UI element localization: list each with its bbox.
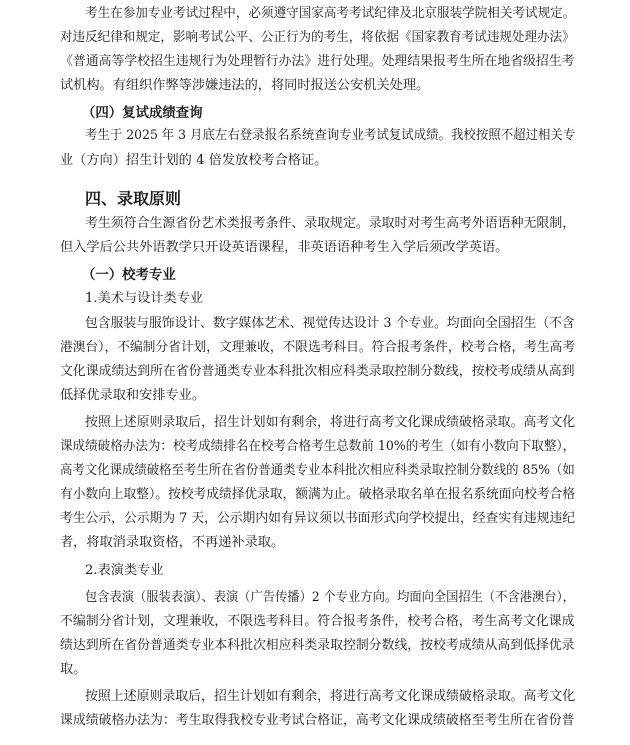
text-line: 1.美术与设计类专业 <box>85 291 204 306</box>
text-line: 对违反纪律和规定，影响考试公平、公正行为的考生，将依据《国家教育考试违规处理办法》 <box>60 30 575 45</box>
text-line: 高考文化课成绩破格至考生所在省份普通类专业本科批次相应科类录取控制分数线的 85%（如 <box>60 463 575 478</box>
text-line: 包含服装与服饰设计、数字媒体艺术、视觉传达设计 3 个专业。均面向全国招生（不含 <box>85 316 575 331</box>
text-line: 有小数向上取整）。按校考成绩择优录取，额满为止。破格录取名单在报名系统面向校考合格 <box>60 487 576 502</box>
text-line: 低择优录取和安排专业。 <box>60 388 206 403</box>
text-line: 考生于 2025 年 3 月底左右登录报名系统查询专业考试复试成绩。我校按照不超过相关专 <box>85 128 576 143</box>
text-line: 按照上述原则录取后，招生计划如有剩余，将进行高考文化课成绩破格录取。高考文化 <box>85 415 576 430</box>
text-line: 取。 <box>60 662 87 677</box>
text-line: 绩达到所在省份普通类专业本科批次相应科类录取控制分数线，按校考成绩从高到低择优录 <box>60 638 575 653</box>
text-line: 课成绩破格办法为：校考成绩排名在校考合格考生总数前 10%的考生（如有小数向下取整）， <box>60 439 576 454</box>
text-line: 包含表演（服装表演）、表演（广告传播）2 个专业方向。均面向全国招生（不含港澳台）， <box>85 590 575 605</box>
text-line: 港澳台），不编制分省计划，文理兼收，不限选考科目。符合报考条件，校考合格，考生高考 <box>60 340 576 355</box>
text-line: 者，将取消录取资格，不再递补录取。 <box>60 535 285 550</box>
section-heading: 四、录取原则 <box>85 189 182 208</box>
text-line: 2.表演类专业 <box>85 563 164 578</box>
text-line: 考生须符合生源省份艺术类报考条件、录取规定。录取时对考生高考外语语种无限制， <box>85 216 576 231</box>
section-subheading: （一）校考专业 <box>82 268 176 283</box>
text-line: 考生在参加专业考试过程中，必须遵守国家高考考试纪律及北京服装学院相关考试规定。 <box>85 6 576 21</box>
text-line: 按照上述原则录取后，招生计划如有剩余，将进行高考文化课成绩破格录取。高考文化 <box>85 689 576 704</box>
text-line: 业（方向）招生计划的 4 倍发放校考合格证。 <box>60 153 328 168</box>
text-line: 不编制分省计划，文理兼收，不限选考科目。符合报考条件，校考合格，考生高考文化课成 <box>60 614 575 629</box>
section-subheading: （四）复试成绩查询 <box>82 106 203 121</box>
text-line: 课成绩破格办法为：考生取得我校专业考试合格证，高考文化课成绩破格至考生所在省份普 <box>60 713 575 728</box>
text-line: 试机构。有组织作弊等涉嫌违法的，将同时报送公安机关处理。 <box>60 78 430 93</box>
text-line: 文化课成绩达到所在省份普通类专业本科批次相应科类录取控制分数线，按校考成绩从高到 <box>60 364 575 379</box>
text-line: 《普通高等学校招生违规行为处理暂行办法》进行处理。处理结果报考生所在地省级招生考 <box>60 54 575 69</box>
text-line: 但入学后公共外语教学只开设英语课程，非英语语种考生入学后须改学英语。 <box>60 240 509 255</box>
text-line: 考生公示，公示期为 7 天，公示期内如有异议须以书面形式向学校提出，经查实有违规违纪 <box>60 511 576 526</box>
